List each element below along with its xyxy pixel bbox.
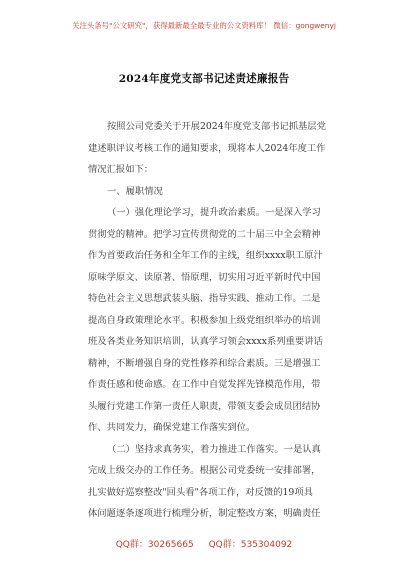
paragraph-line: 情况汇报如下： bbox=[88, 164, 154, 175]
document-title: 2024年度党支部书记述责述廉报告 bbox=[118, 73, 290, 85]
paragraph-line: 扎实做好巡察整改"回头看"各项工作，对反馈的19项具 bbox=[88, 486, 313, 498]
paragraph-line: 作责任感和使命感。在工作中自觉发挥先锋模范作用，带 bbox=[88, 379, 321, 390]
paragraph-line: （一）强化理论学习，提升政治素质。一是深入学习 bbox=[107, 207, 321, 218]
document-body bbox=[88, 116, 330, 525]
paragraph-line: 完成上级交办的工作任务。根据公司党委统一安排部署， bbox=[88, 465, 321, 476]
paragraph-line: 建述职评议考核工作的通知要求，现将本人2024年度工作 bbox=[88, 142, 326, 154]
paragraph-line: 贯彻党的精神。把学习宣传贯彻党的二十届三中全会精神 bbox=[88, 228, 321, 240]
paragraph-line: 提高自身政策理论水平。积极参加上级党组织举办的培训 bbox=[88, 314, 321, 326]
header-banner: 关注头条号"公文研究"，获得最新最全最专业的公文资料库！ 微信：gongwenyj bbox=[72, 21, 336, 30]
paragraph-line: 头履行党建工作第一责任人职责，带领支委会成员团结协 bbox=[88, 400, 321, 412]
footer bbox=[0, 537, 408, 550]
paragraph-line: （二）坚持求真务实，着力推进工作落实。一是认真 bbox=[107, 443, 321, 455]
paragraph-line: 作为首要政治任务和全年工作的主线，组织xxxx职工原汁 bbox=[88, 250, 323, 261]
paragraph-line: 体问题逐条逐项进行梳理分析，制定整改方案，明确责任 bbox=[88, 508, 321, 519]
footer-qq-group-1: QQ群：30265665 bbox=[115, 540, 194, 550]
paragraph-line: 原味学原文、读原著、悟原理，切实用习近平新时代中国 bbox=[88, 271, 321, 283]
footer-qq-group-2: QQ群：535304092 bbox=[208, 540, 293, 550]
paragraph-line: 按照公司党委关于开展2024年度党支部书记抓基层党 bbox=[107, 121, 326, 132]
paragraph-line: 作、共同发力，确保党建工作落实到位。 bbox=[88, 422, 256, 433]
paragraph-line: 精神，不断增强自身的党性修养和综合素质。三是增强工 bbox=[88, 357, 321, 369]
paragraph-line: 特色社会主义思想武装头脑、指导实践、推动工作。二是 bbox=[88, 293, 321, 304]
paragraph-line: 班及各类业务知识培训，认真学习领会xxxx系列重要讲话 bbox=[88, 336, 323, 347]
section-heading: 一、履职情况 bbox=[107, 185, 163, 197]
